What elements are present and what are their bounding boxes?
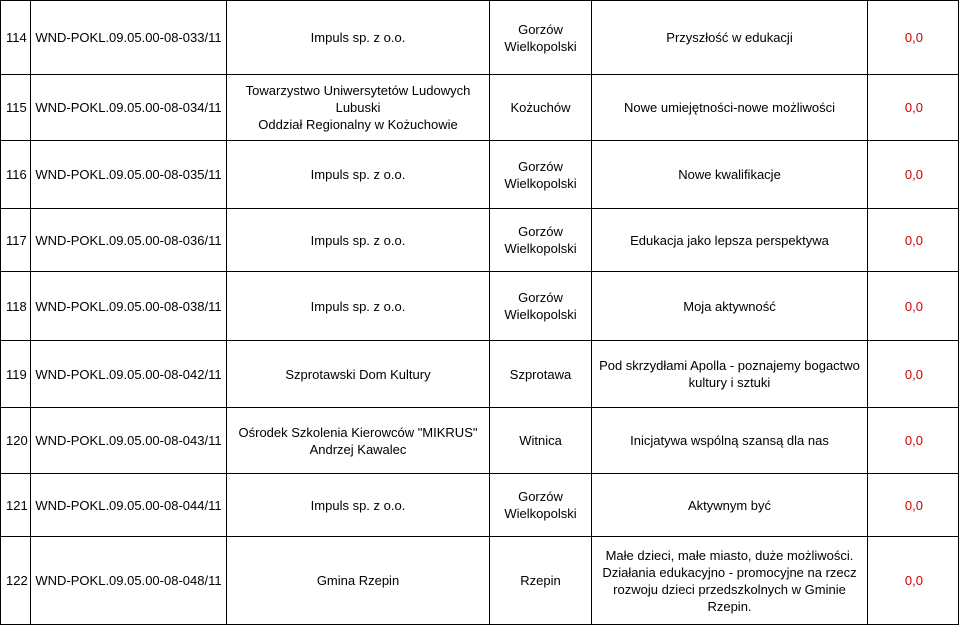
project-title-line: rozwoju dzieci przedszkolnych w Gminie Rzepin. xyxy=(613,581,846,614)
city-line: Wielkopolski xyxy=(504,506,577,521)
project-title xyxy=(592,1,868,75)
row-number: 115 xyxy=(1,75,31,141)
beneficiary-line: Impuls sp. z o.o. xyxy=(310,497,406,513)
amount: 0,0 xyxy=(868,341,959,408)
beneficiary-line: Oddział Regionalny w Kożuchowie xyxy=(258,117,458,132)
project-title-line: Małe dzieci, małe miasto, duże możliwości. xyxy=(605,547,854,563)
city-line: Wielkopolski xyxy=(504,241,577,256)
amount: 0,0 xyxy=(868,141,959,209)
table-row xyxy=(1,141,959,209)
city xyxy=(490,537,592,625)
project-title-line: Edukacja jako lepsza perspektywa xyxy=(630,232,829,248)
amount: 0,0 xyxy=(868,474,959,537)
city-line: Kożuchów xyxy=(510,100,571,115)
city xyxy=(490,141,592,209)
table-row xyxy=(1,474,959,537)
table-row xyxy=(1,537,959,625)
project-title xyxy=(592,272,868,341)
project-title-line: Działania edukacyjno - promocyjne na rzecz xyxy=(602,564,857,580)
project-title-line: Inicjatywa wspólną szansą dla nas xyxy=(630,433,829,448)
application-number: WND-POKL.09.05.00-08-042/11 xyxy=(31,341,227,408)
project-title xyxy=(592,408,868,474)
beneficiary xyxy=(227,209,490,272)
row-number: 119 xyxy=(1,341,31,408)
city xyxy=(490,474,592,537)
row-number: 122 xyxy=(1,537,31,625)
city-line: Gorzów xyxy=(518,224,563,239)
application-number: WND-POKL.09.05.00-08-044/11 xyxy=(31,474,227,537)
beneficiary-line: Impuls sp. z o.o. xyxy=(310,298,406,314)
table-row xyxy=(1,1,959,75)
row-number: 118 xyxy=(1,272,31,341)
table-row xyxy=(1,408,959,474)
application-number: WND-POKL.09.05.00-08-036/11 xyxy=(31,209,227,272)
project-title-line: Aktywnym być xyxy=(687,497,772,513)
beneficiary xyxy=(227,537,490,625)
project-title-line: Przyszłość w edukacji xyxy=(666,30,793,45)
beneficiary-line: Ośrodek Szkolenia Kierowców "MIKRUS" xyxy=(238,424,478,440)
amount: 0,0 xyxy=(868,272,959,341)
row-number: 114 xyxy=(1,1,31,75)
city-line: Szprotawa xyxy=(509,366,572,382)
amount: 0,0 xyxy=(868,537,959,625)
city xyxy=(490,1,592,75)
city-line: Gorzów xyxy=(518,158,563,174)
project-title xyxy=(592,537,868,625)
table-row xyxy=(1,209,959,272)
beneficiary-line: Gmina Rzepin xyxy=(316,573,400,588)
beneficiary-line: Szprotawski Dom Kultury xyxy=(285,366,431,382)
city-line: Gorzów xyxy=(518,489,563,504)
row-number: 117 xyxy=(1,209,31,272)
table-row xyxy=(1,75,959,141)
application-number: WND-POKL.09.05.00-08-048/11 xyxy=(31,537,227,625)
project-title xyxy=(592,141,868,209)
project-title xyxy=(592,209,868,272)
application-number: WND-POKL.09.05.00-08-043/11 xyxy=(31,408,227,474)
beneficiary xyxy=(227,272,490,341)
amount: 0,0 xyxy=(868,75,959,141)
city-line: Wielkopolski xyxy=(504,38,577,54)
row-number: 116 xyxy=(1,141,31,209)
table-row xyxy=(1,341,959,408)
beneficiary-line: Impuls sp. z o.o. xyxy=(310,30,406,45)
application-number: WND-POKL.09.05.00-08-034/11 xyxy=(31,75,227,141)
city-line: Witnica xyxy=(519,433,562,448)
project-title-line: kultury i sztuki xyxy=(688,375,771,390)
beneficiary xyxy=(227,408,490,474)
project-title-line: Nowe umiejętności-nowe możliwości xyxy=(624,100,835,115)
beneficiary xyxy=(227,474,490,537)
city xyxy=(490,75,592,141)
project-title-line: Pod skrzydłami Apolla - poznajemy bogactwo xyxy=(599,358,860,373)
city xyxy=(490,209,592,272)
city-line: Wielkopolski xyxy=(504,175,577,191)
amount: 0,0 xyxy=(868,1,959,75)
beneficiary-line: Impuls sp. z o.o. xyxy=(310,232,406,248)
city-line: Gorzów xyxy=(518,290,563,305)
project-title xyxy=(592,474,868,537)
beneficiary-line: Towarzystwo Uniwersytetów Ludowych Lubuski xyxy=(245,83,471,115)
application-number: WND-POKL.09.05.00-08-033/11 xyxy=(31,1,227,75)
beneficiary xyxy=(227,141,490,209)
city xyxy=(490,341,592,408)
beneficiary xyxy=(227,341,490,408)
beneficiary-line: Impuls sp. z o.o. xyxy=(310,167,406,182)
beneficiary-line: Andrzej Kawalec xyxy=(309,441,407,457)
city xyxy=(490,272,592,341)
project-title xyxy=(592,341,868,408)
project-title-line: Moja aktywność xyxy=(683,298,776,314)
application-number: WND-POKL.09.05.00-08-035/11 xyxy=(31,141,227,209)
city-line: Gorzów xyxy=(518,21,563,37)
amount: 0,0 xyxy=(868,209,959,272)
table-row xyxy=(1,272,959,341)
project-title xyxy=(592,75,868,141)
application-number: WND-POKL.09.05.00-08-038/11 xyxy=(31,272,227,341)
amount: 0,0 xyxy=(868,408,959,474)
beneficiary xyxy=(227,75,490,141)
beneficiary xyxy=(227,1,490,75)
row-number: 120 xyxy=(1,408,31,474)
city-line: Wielkopolski xyxy=(504,307,577,322)
city xyxy=(490,408,592,474)
project-title-line: Nowe kwalifikacje xyxy=(678,167,781,182)
city-line: Rzepin xyxy=(520,573,561,588)
row-number: 121 xyxy=(1,474,31,537)
